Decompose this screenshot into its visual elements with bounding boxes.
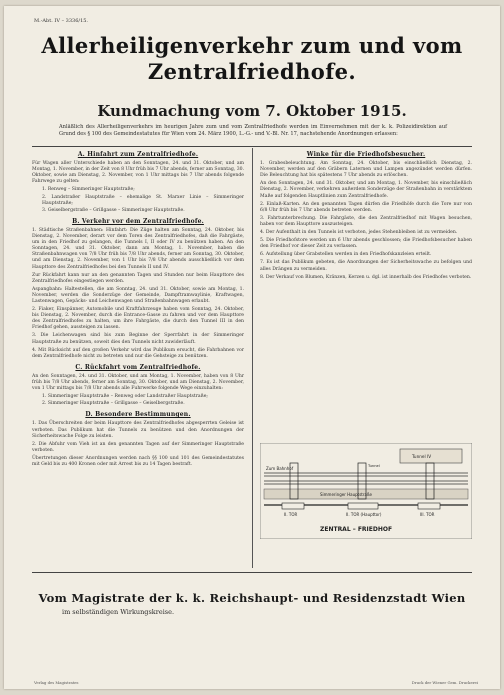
section-b-paragraph: 2. Fiaker, Einspänner, Automobile und Kraftfahrzeuge haben vom Sonntag, 24. Oktober, bis Dienstag, 2. November, durch die Entrance-Gasse zu fahren und vor dem Haupttore des Zentralfriedhofes zu halten, um ihre Fahrgäste, die durch den Tunnel III in den Friedhof gehen, aussteigen zu lassen. <box>32 307 244 331</box>
winke-paragraph: 8. Der Verkauf von Blumen, Kränzen, Kerzen u. dgl. ist innerhalb des Friedhofes verboten. <box>260 274 472 280</box>
right-column <box>260 152 472 283</box>
winke-paragraph: An den Sonntagen, 24. und 31. Oktober, und am Montag, 1. November, bis einschließlich Dienstag, 2. November, verkehren außerdem Sonderzüge der Straßenbahn in verstärktem Maße auf folgenden Hauptlinien zum Zentralfriedhofe. <box>260 181 472 199</box>
gate-right-label: III. TOR <box>420 512 435 517</box>
section-d-heading: D. Besondere Bestimmungen. <box>85 411 191 419</box>
gate-left-label: II. TOR <box>284 512 298 517</box>
section-b-heading: B. Verkehr vor dem Zentralfriedhofe. <box>72 217 204 225</box>
title-line-1: Allerheiligenverkehr zum und vom <box>41 33 463 58</box>
title-line-2: Zentralfriedhofe. <box>147 59 357 84</box>
section-c-heading: C. Rückfahrt vom Zentralfriedhofe. <box>75 363 201 371</box>
signature-line-2: im selbständigen Wirkungskreise. <box>62 608 175 616</box>
gate-right <box>418 503 440 509</box>
winke-paragraph: 1. Grabesbeleuchtung. Am Sonntag, 24. Oktober, bis einschließlich Dienstag, 2. November, werden auf den Gräbern Laternen und Lampen angezündet werden dürfen. Die Beleuchtung hat bis spätestens 7 Uhr abends zu erlöschen. <box>260 161 472 179</box>
tunnel-iv-label: Tunnel IV <box>412 454 432 459</box>
top-divider <box>32 146 472 147</box>
gate-left <box>282 503 304 509</box>
winke-paragraph: 7. Es ist das Publikum gebeten, die Anordnungen der Sicherheitswache zu befolgen und alles Drängen zu vermeiden. <box>260 260 472 272</box>
subtitle: Kundmachung vom 7. Oktober 1915. <box>97 102 407 120</box>
left-column <box>32 152 244 470</box>
section-d-paragraph: 1. Das Überschreiten der beim Haupttore des Zentralfriedhofes abgesperrten Geleise ist verboten. Das Publikum hat die Tunnels zu benützen und den Anordnungen der Sicherheitswache Folge zu leisten. <box>32 421 244 439</box>
section-c-text: An den Sonntagen, 24. und 31. Oktober, und am Montag, 1. November, haben von 8 Uhr früh bis 7/8 Uhr abends, ferner am Sonntag, 30. Oktober, und am Dienstag, 2. November, von 1 Uhr mittags bis 7/8 Uhr abends alle Fuhrwerke folgende Wege einzuhalten: <box>32 373 244 392</box>
section-b-paragraph: 4. Mit Rücksicht auf den großen Verkehr wird das Publikum ersucht, die Fahrbahnen vor dem Zentralfriedhofe nicht zu betreten und nur die Gehsteige zu benützen. <box>32 347 244 359</box>
section-a-heading: A. Hinfahrt zum Zentralfriedhofe. <box>77 151 199 158</box>
winke-paragraph: 5. Die Friedhofstore werden um 6 Uhr abends geschlossen; die Friedhofsbesucher haben den Friedhof vor dieser Zeit zu verlassen. <box>260 238 472 250</box>
list-item: 1. Simmeringer Hauptstraße – Renweg oder Landstraßer Hauptstraße; <box>42 394 208 400</box>
cemetery-site-plan <box>260 443 472 539</box>
list-item: 3. Geiselbergstraße – Grillgasse – Simmeringer Hauptstraße. <box>42 207 185 213</box>
section-b-paragraph: 3. Die Leichenwagen sind bis zum Beginne der Sperrfahrt in der Simmeringer Hauptstraße zu benützen, soweit dies den Tunnels nicht zuwiderläuft. <box>32 333 244 345</box>
signature-line-1: Vom Magistrate der k. k. Reichshaupt- und Residenzstadt Wien <box>38 591 466 605</box>
poster-sheet <box>4 6 500 689</box>
gate-main <box>348 503 378 509</box>
section-d-paragraph: Übertretungen dieser Anordnungen werden nach §§ 100 und 101 des Gemeindestatutes mit Geld bis zu 400 Kronen oder mit Arrest bis zu 14 Tagen bestraft. <box>32 455 244 468</box>
column-divider <box>252 148 253 568</box>
winke-heading: Winke für die Friedhofsbesucher. <box>306 151 426 158</box>
winke-paragraph: 2. Einlaß-Karten. An den genannten Tagen dürfen die Friedhöfe durch die Tore nur von 6/8 Uhr früh bis 7 Uhr abends betreten werden. <box>260 201 472 213</box>
gate-main-label: II. TOR (Haupttor) <box>346 512 382 517</box>
section-c-list <box>32 394 244 407</box>
printer-left: Verlag des Magistrates <box>34 680 79 685</box>
tunnel-mid-label: Tunnel <box>368 464 380 468</box>
section-a-list <box>32 187 244 213</box>
bottom-divider <box>32 572 472 573</box>
section-b-paragraph: Aspangbahn: Haltestellen, die am Sonntag, 24. und 31. Oktober, sowie am Montag, 1. November, werden die Sonderzüge der Gemeinde, Dampftramwaylinie, Kraftwagen, Lastenwagen, Gepäcks- und Leichenwagen und Straßenbahnwagen erlaubt. <box>32 286 244 304</box>
winke-paragraph: 6. Aufstellung über Grabstellen werden in den Friedhofskanzleien erteilt. <box>260 252 432 258</box>
winke-paragraph: 3. Fahrtunterbrechung. Die Fahrgäste, die den Zentralfriedhof mit Wagen besuchen, haben vor dem Haupttore auszusteigen. <box>260 215 472 227</box>
printer-right: Druck der Wiener Gem. Druckerei <box>411 680 478 685</box>
section-d-paragraph: 2. Die Abfuhr vom Vieh ist an den genannten Tagen auf der Simmeringer Hauptstraße verboten. <box>32 441 244 453</box>
list-item: 2. Simmeringer Hauptstraße – Grillgasse – Geiselbergstraße. <box>42 401 185 407</box>
section-b-paragraph: Zur Rückfahrt kann nur an den genannten Tagen und Stunden nur beim Haupttore des Zentralfriedhofes eingestiegen werden. <box>32 272 244 284</box>
intro-paragraph: Anläßlich des Allerheiligenverkehrs im heurigen Jahre zum und vom Zentralfriedhofe werden im Einvernehmen mit der k. k. Polizeidirektion auf Grund des § 100 des Gemeindestatutes für Wien vom 24. März 1900, L.-G.- und V.-Bl. Nr. 17, nachstehende Anordnungen erlassen: <box>59 124 447 137</box>
tracks-label: Zum Bahnhof <box>266 466 294 471</box>
street-label: Simmeringer Hauptstraße <box>320 492 372 497</box>
list-item: 2. Landstraßer Hauptstraße – ehemalige St. Marxer Linie – Simmeringer Hauptstraße; <box>42 194 244 206</box>
document-reference: M.-Abt. IV – 3336/15. <box>34 18 89 24</box>
friedhof-label: ZENTRAL – FRIEDHOF <box>320 526 393 533</box>
list-item: 1. Renweg – Simmeringer Hauptstraße; <box>42 187 135 193</box>
section-b-paragraph: 1. Städtische Straßenbahnen: Hinfahrt: Die Züge halten am Sonntag, 24. Oktober, bis Dienstag, 2. November, derart vor dem Toren des Zentralfriedhofes, daß die Fahrgäste, um in den Friedhof zu gelangen, die Tunnels I, II oder IV zu benützen haben. An den Sonntagen, 24. und 31. Oktober, dann am Montag, 1. November, haben die Straßenbahnwagen von 7/8 Uhr früh bis 7/8 Uhr abends, ferner am Sonntag, 30. Oktober, und am Dienstag, 2. November, von 1 Uhr bis 7/8 Uhr abends ausschließlich vor dem Haupttore des Zentralfriedhofes bei den Tunnels II und IV. <box>32 227 244 270</box>
winke-paragraph: 4. Der Aufenthalt in den Tunnels ist verboten, jedes Stehenbleiben ist zu vermeiden. <box>260 230 458 236</box>
section-a-text: Für Wagen aller Unterschiede haben an den Sonntagen, 24. und 31. Oktober, und am Montag, 1. November, in der Zeit von 8 Uhr früh bis 7 Uhr abends, ferner am Sonntag, 30. Oktober, sowie am Dienstag, 2. November, von 1 Uhr mittags bis 7 Uhr abends folgende Fahrwege zu gelten: <box>32 161 245 185</box>
